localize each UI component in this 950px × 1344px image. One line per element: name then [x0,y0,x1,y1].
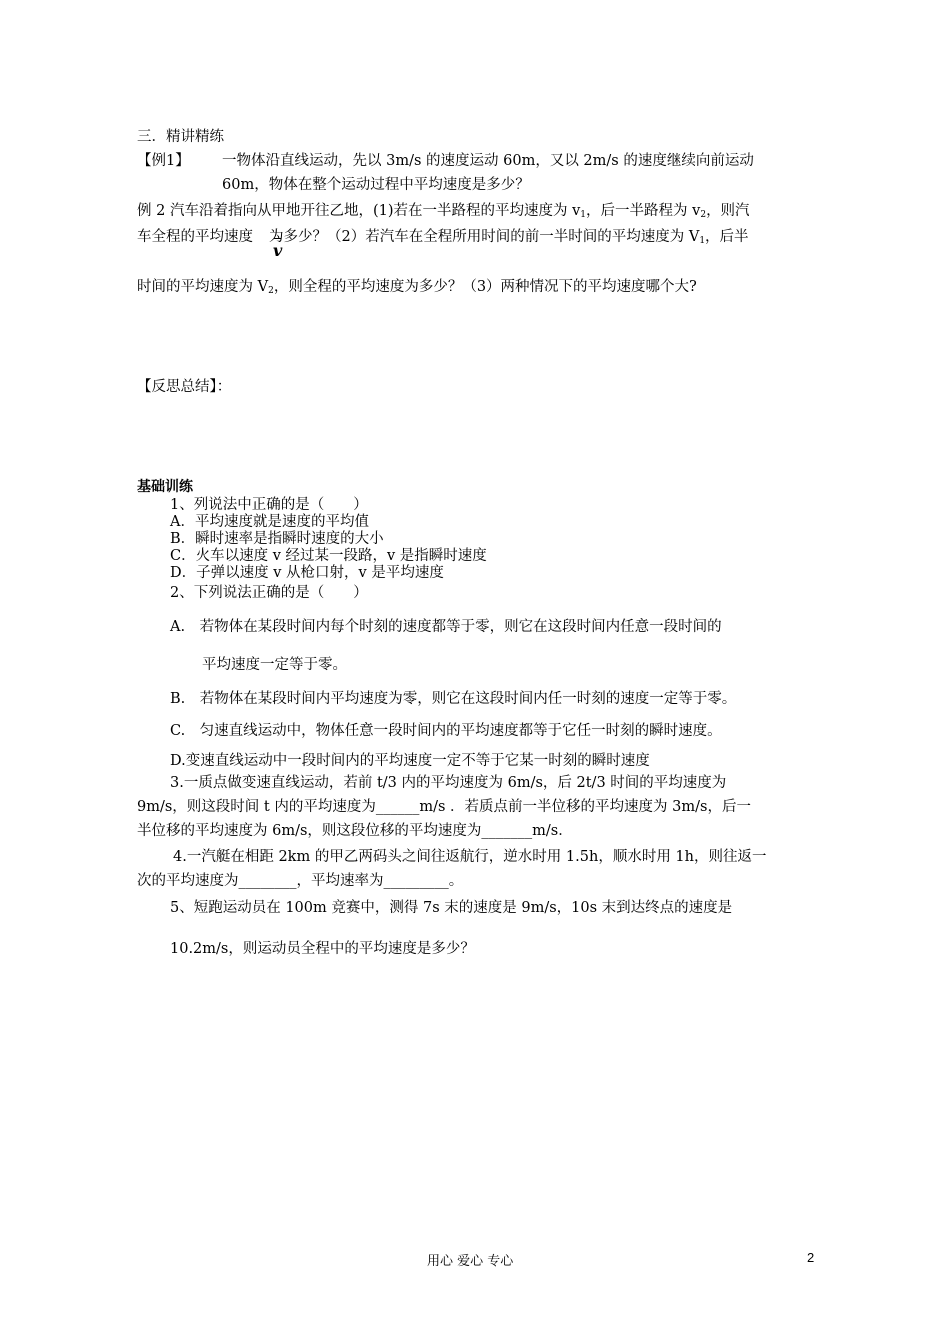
example2-line3-text-b: ，则全程的平均速度为多少？（3）两种情况下的平均速度哪个大? [273,279,697,295]
example2-line1 [137,202,750,224]
q1-option-b: B．瞬时速率是指瞬时速度的大小 [170,531,384,547]
q5-line2: 10.2m/s，则运动员全程中的平均速度是多少？ [170,941,475,957]
q2-option-b: B. 若物体在某段时间内平均速度为零，则它在这段时间内任一时刻的速度一定等于零。 [170,691,737,707]
q2-option-a-line1: A. 若物体在某段时间内每个时刻的速度都等于零，则它在这段时间内任意一段时间的 [170,619,722,635]
example1-line2: 60m，物体在整个运动过程中平均速度是多少？ [222,177,530,193]
example2-line3-text-a: 时间的平均速度为 V [137,279,269,295]
q2-option-c: C. 匀速直线运动中，物体任意一段时间内的平均速度都等于它任一时刻的瞬时速度。 [170,723,722,739]
q1-option-d: D．子弹以速度 v 从枪口射，v 是平均速度 [170,565,444,581]
subscript: 2 [700,210,707,220]
subscript: 1 [580,210,587,220]
example1-tag: 【例1】 [137,153,190,169]
example1-line1: 一物体沿直线运动，先以 3m/s 的速度运动 60m，又以 2m/s 的速度继续向前运动 [222,153,754,169]
page-number: 2 [807,1250,815,1265]
footer-text: 用心 爱心 专心 [427,1254,514,1269]
example2-line2-text-b: 为多少？（2）若汽车在全程所用时间的前一半时间的平均速度为 V [269,229,700,245]
average-velocity-symbol: v [273,241,283,260]
q2-option-d: D.变速直线运动中一段时间内的平均速度一定不等于它某一时刻的瞬时速度 [170,753,650,769]
q3-line3: 半位移的平均速度为 6m/s，则这段位移的平均速度为_______m/s． [137,823,573,839]
example2-line1-text-a: 例 2 汽车沿着指向从甲地开往乙地，(1)若在一半路程的平均速度为 v [137,203,581,219]
q3-line2: 9m/s，则这段时间 t 内的平均速度为______m/s ．若质点前一半位移的平均速度为 3m/s，后一 [137,799,751,815]
example2-line3 [137,278,697,300]
example2-line1-text-c: ，则汽 [706,203,750,219]
q1-option-a: A．平均速度就是速度的平均值 [170,514,369,530]
example2-line2-text-c: ，后半 [705,229,749,245]
section-heading: 三．精讲精练 [137,129,224,145]
q4-line1: 4.一汽艇在相距 2km 的甲乙两码头之间往返航行，逆水时用 1.5h，顺水时用 1h，则往返一 [173,849,767,865]
q5-line1: 5、短跑运动员在 100m 竞赛中，测得 7s 末的速度是 9m/s，10s 末到达终点的速度是 [170,900,733,916]
subscript: 1 [699,236,706,246]
example2-line1-text-b: ，后一半路程为 v [586,203,701,219]
example2-line2-text-a: 车全程的平均速度 [137,229,253,245]
q1-option-c: C．火车以速度 v 经过某一段路，v 是指瞬时速度 [170,548,487,564]
q2-stem: 2、下列说法正确的是（ ） [170,585,368,601]
q1-stem: 1、列说法中正确的是（ ） [170,497,368,513]
subscript: 2 [268,286,274,296]
q3-line1: 3.一质点做变速直线运动，若前 t/3 内的平均速度为 6m/s，后 2t/3 时间的平均速度为 [170,775,727,791]
training-heading: 基础训练 [137,479,193,495]
q4-line2: 次的平均速度为________，平均速率为_________。 [137,873,464,889]
reflection-heading: 【反思总结】： [137,379,232,395]
example2-line2 [137,228,749,250]
q2-option-a-line2: 平均速度一定等于零。 [202,657,347,673]
